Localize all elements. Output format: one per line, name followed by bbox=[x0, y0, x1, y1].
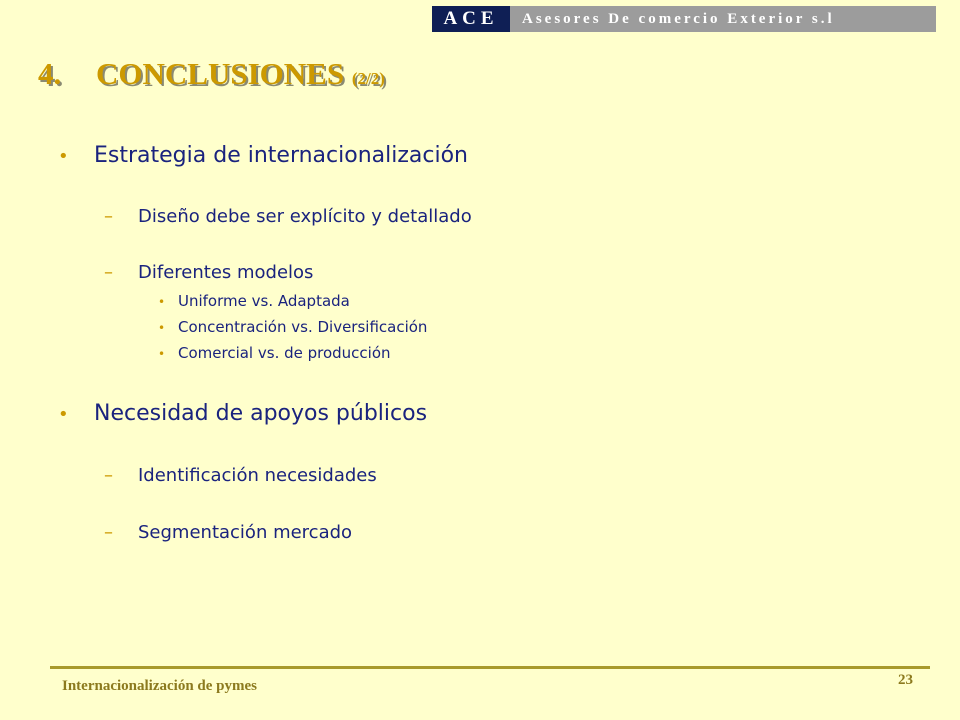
bullet-icon: • bbox=[158, 295, 166, 309]
dash-icon: – bbox=[104, 522, 113, 543]
subbullet-text: Segmentación mercado bbox=[138, 522, 353, 543]
title-part: (2/2) bbox=[351, 69, 385, 88]
dash-icon: – bbox=[104, 465, 113, 486]
item-uniforme bbox=[158, 292, 350, 310]
company-name: Asesores De comercio Exterior s.l bbox=[510, 6, 936, 32]
subbullet-text: Diseño debe ser explícito y detallado bbox=[138, 206, 472, 227]
title-text: CONCLUSIONES bbox=[96, 56, 345, 91]
item-text: Uniforme vs. Adaptada bbox=[178, 292, 350, 310]
bullet-text: Estrategia de internacionalización bbox=[94, 143, 468, 168]
subbullet-diseno bbox=[104, 206, 472, 227]
ace-logo: ACE bbox=[432, 6, 510, 32]
subbullet-text: Diferentes modelos bbox=[138, 262, 314, 283]
subbullet-modelos bbox=[104, 262, 313, 283]
bullet-icon: • bbox=[158, 321, 166, 335]
item-text: Comercial vs. de producción bbox=[178, 344, 391, 362]
footer-title: Internacionalización de pymes bbox=[62, 678, 257, 694]
subbullet-identificacion bbox=[104, 465, 377, 486]
subbullet-segmentacion bbox=[104, 522, 352, 543]
bullet-icon: • bbox=[58, 404, 69, 425]
bullet-text: Necesidad de apoyos públicos bbox=[94, 401, 428, 426]
bullet-estrategia bbox=[58, 143, 468, 168]
subbullet-text: Identificación necesidades bbox=[138, 465, 377, 486]
bullet-necesidad bbox=[58, 401, 427, 426]
item-text: Concentración vs. Diversificación bbox=[178, 318, 428, 336]
section-number: 4. bbox=[38, 56, 62, 91]
dash-icon: – bbox=[104, 262, 113, 283]
item-comercial bbox=[158, 344, 391, 362]
bullet-icon: • bbox=[158, 347, 166, 361]
page-number: 23 bbox=[898, 672, 913, 688]
bullet-icon: • bbox=[58, 146, 69, 167]
footer-divider bbox=[50, 666, 930, 669]
item-concentracion bbox=[158, 318, 427, 336]
dash-icon: – bbox=[104, 206, 113, 227]
